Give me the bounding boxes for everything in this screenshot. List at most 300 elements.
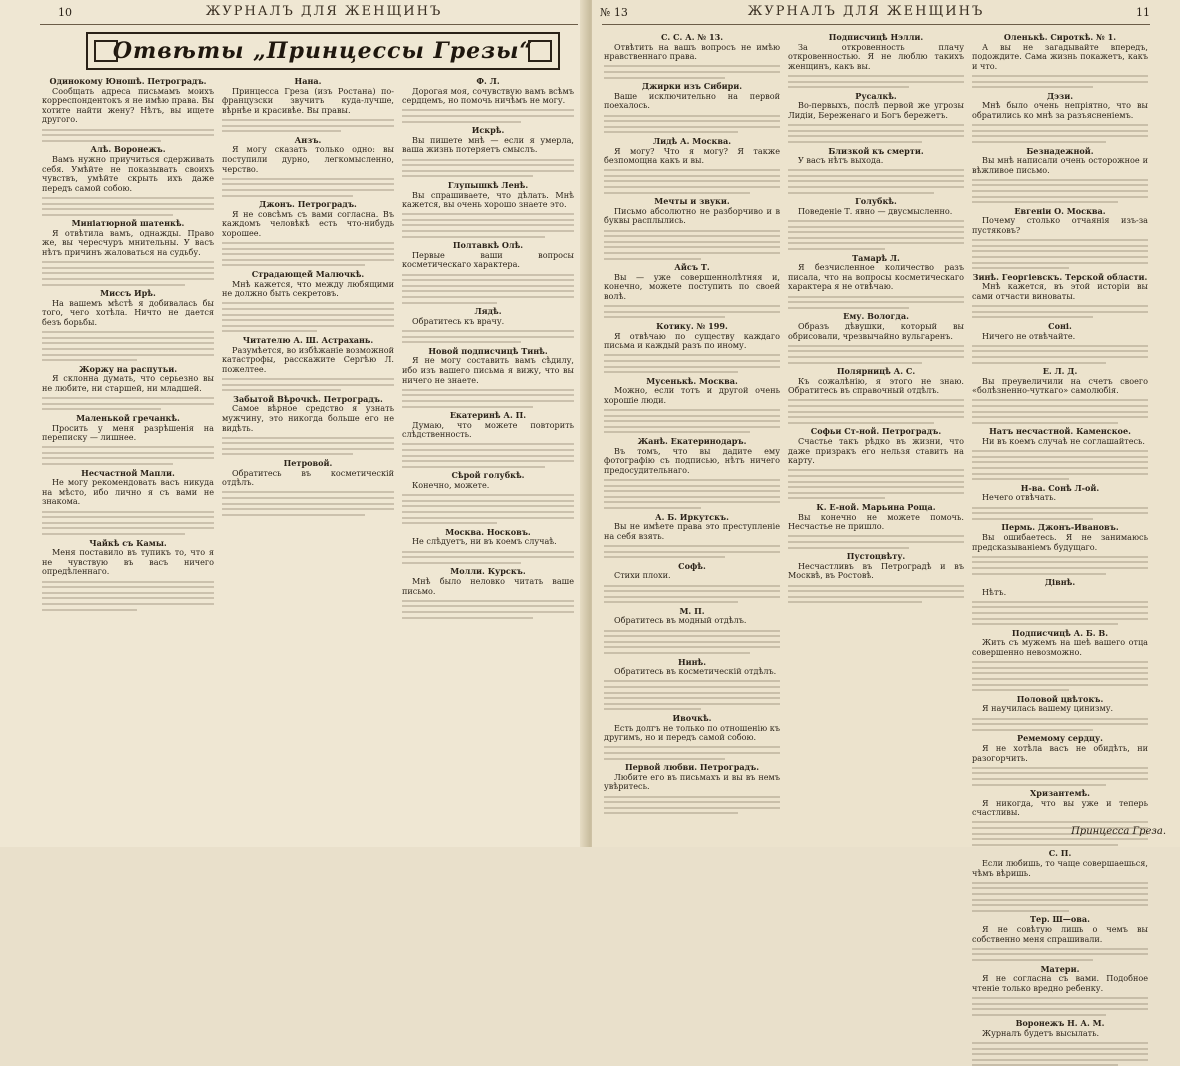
- text-line: [402, 109, 574, 111]
- text-line: [972, 135, 1148, 137]
- text-line: [402, 505, 574, 507]
- text-line: [222, 437, 394, 439]
- text-line: [42, 342, 214, 344]
- text-line: [42, 522, 214, 524]
- text-line: [402, 285, 574, 287]
- text-line: [972, 953, 1148, 955]
- text-line: [604, 703, 780, 705]
- reply-text: Мнѣ было неловко читать ваше письмо.: [402, 575, 574, 596]
- text-line: [972, 411, 1148, 413]
- text-line: [604, 258, 701, 260]
- text-line: [604, 131, 738, 133]
- text-line: [604, 556, 725, 558]
- reply-heading: Пермь. Джонъ-Ивановъ.: [1001, 522, 1119, 533]
- reply-text: Ни въ коемъ случаѣ не соглашайтесь.: [982, 436, 1146, 447]
- text-line: [402, 443, 574, 445]
- text-line: [604, 126, 780, 128]
- reply-text: А вы не загадывайте впередъ, подождите. Сама жизнь покажетъ, какъ и что.: [972, 41, 1148, 71]
- reply-heading: Миссъ Ирѣ.: [100, 288, 156, 299]
- text-line: [604, 758, 725, 760]
- reply-heading: Забытой Вѣрочкѣ. Петроградъ.: [233, 393, 383, 404]
- text-line: [402, 230, 574, 232]
- reply-heading: Мусенькѣ. Москва.: [646, 375, 738, 386]
- text-line: [604, 252, 780, 254]
- text-line: [42, 581, 214, 583]
- text-column-3: [402, 74, 574, 839]
- reply-text: Вы ошибаетесь. Я не занимаюсь предсказываніемъ будущаго.: [972, 531, 1148, 552]
- text-line: [972, 1014, 1106, 1016]
- text-line: [604, 801, 780, 803]
- reply-heading: А. Б. Иркутскъ.: [655, 511, 729, 522]
- text-line: [222, 378, 394, 380]
- page-number-left: 10: [58, 6, 72, 19]
- reply-heading: Екатеринѣ А. П.: [449, 410, 527, 421]
- text-line: [222, 189, 394, 191]
- text-line: [788, 356, 964, 358]
- text-line: [604, 686, 780, 688]
- text-line: [972, 689, 1069, 691]
- text-line: [972, 784, 1106, 786]
- text-line: [972, 416, 1148, 418]
- text-line: [42, 408, 161, 410]
- text-line: [604, 692, 780, 694]
- text-line: [604, 235, 780, 237]
- text-line: [788, 135, 964, 137]
- reply-text: Мнѣ кажется, въ этой исторіи вы сами отчасти виноваты.: [972, 281, 1148, 301]
- text-line: [604, 175, 780, 177]
- reply-heading: Нана.: [294, 76, 322, 86]
- text-line: [402, 224, 574, 226]
- text-line: [972, 821, 1148, 823]
- text-line: [604, 746, 780, 748]
- text-line: [604, 115, 780, 117]
- reply-heading: Полярницѣ А. С.: [836, 366, 916, 377]
- reply-text: Я могу? Что я могу? Я также безпомощна какъ и вы.: [604, 145, 780, 166]
- text-line: [788, 416, 964, 418]
- text-line: [788, 296, 964, 298]
- ornament-icon: [94, 40, 118, 62]
- right-page: [592, 0, 1180, 1038]
- reply-heading: Полтавкѣ Олѣ.: [452, 240, 524, 251]
- text-line: [604, 311, 780, 313]
- text-line: [222, 503, 394, 505]
- text-line: [402, 121, 521, 123]
- reply-text: Вы пишете мнѣ — если я умерла, ваша жизнь потеряетъ смыслъ.: [402, 134, 574, 155]
- text-line: [604, 680, 780, 682]
- text-line: [42, 516, 214, 518]
- reply-text: Обратитесь въ модный отдѣлъ.: [614, 615, 747, 626]
- reply-text: Поведеніе Т. явно — двусмысленно.: [798, 205, 953, 216]
- reply-heading: Евгеніи О. Москва.: [1014, 205, 1106, 216]
- text-line: [604, 796, 780, 798]
- reply-text: Письмо абсолютно не разборчиво и в буквы расплылись.: [604, 205, 780, 226]
- text-line: [604, 230, 780, 232]
- text-line: [42, 203, 214, 205]
- text-line: [972, 904, 1148, 906]
- reply-text: Мнѣ кажется, что между любящими не должно быть секретовъ.: [222, 278, 394, 299]
- text-line: [972, 399, 1148, 401]
- text-line: [402, 400, 574, 402]
- reply-heading: С. П.: [1048, 848, 1072, 859]
- reply-text: Отвѣтить на вашъ вопросъ не имѣю нравственнаго права.: [604, 41, 780, 62]
- text-line: [788, 175, 964, 177]
- text-line: [604, 708, 701, 710]
- reply-text: Я научилась вашему цинизму.: [982, 703, 1114, 714]
- reply-text: Нѣтъ.: [982, 586, 1007, 597]
- reply-text: Во-первыхъ, послѣ первой же угрозы Лидіи, Береженаго и Богъ бережетъ.: [788, 100, 964, 120]
- text-line: [604, 585, 780, 587]
- reply-text: Можно, если тотъ и другой очень хорошіе люди.: [604, 385, 780, 405]
- text-line: [788, 345, 964, 347]
- text-line: [972, 316, 1093, 318]
- text-line: [972, 612, 1148, 614]
- text-line: [42, 527, 214, 529]
- text-line: [788, 596, 964, 598]
- text-line: [972, 184, 1148, 186]
- reply-heading: К. Е-ной. Марьина Роща.: [816, 501, 936, 512]
- text-line: [604, 507, 701, 509]
- reply-text: Думаю, что можете повторить слѣдственность.: [402, 419, 574, 440]
- text-line: [222, 389, 341, 391]
- text-line: [972, 507, 1148, 509]
- reply-text: Обратитесь въ косметическій отдѣлъ.: [222, 467, 394, 488]
- text-column-2: [222, 74, 394, 839]
- text-line: [42, 272, 214, 274]
- text-line: [604, 420, 780, 422]
- text-line: [972, 1003, 1148, 1005]
- left-page: [0, 0, 588, 847]
- text-line: [788, 248, 885, 250]
- text-line: [402, 389, 574, 391]
- text-line: [604, 601, 738, 603]
- text-line: [972, 250, 1148, 252]
- text-line: [604, 65, 780, 67]
- signature: Принцесса Греза.: [1071, 826, 1166, 837]
- reply-heading: Ивочкѣ.: [672, 712, 712, 723]
- reply-text: Несчастливъ въ Петроградѣ и въ Москвѣ, въ Ростовѣ.: [788, 560, 964, 581]
- reply-heading: Жоржу на распутьи.: [78, 363, 178, 374]
- text-line: [42, 463, 173, 465]
- reply-text: Обратитесь въ косметическій отдѣлъ.: [614, 666, 777, 677]
- reply-text: Образъ дѣвушки, который вы обрисовали, чрезвычайно вульгаренъ.: [788, 320, 964, 341]
- text-line: [42, 261, 214, 263]
- reply-heading: Страдающей Малючкѣ.: [251, 269, 365, 280]
- text-line: [972, 684, 1148, 686]
- text-line: [788, 192, 934, 194]
- text-line: [972, 190, 1148, 192]
- text-column-1: [42, 74, 214, 839]
- reply-text: Стихи плохи.: [614, 570, 671, 581]
- text-line: [972, 718, 1148, 720]
- text-line: [222, 195, 353, 197]
- text-line: [972, 667, 1148, 669]
- text-line: [788, 475, 964, 477]
- reply-heading: Пустоцвѣту.: [846, 551, 906, 562]
- text-line: [402, 159, 574, 161]
- text-line: [222, 314, 394, 316]
- reply-heading: Близкой къ смерти.: [828, 145, 924, 156]
- text-line: [972, 141, 1106, 143]
- reply-text: Вамъ нужно приучиться сдерживать себя. Умѣйте не показывать своихъ чувствъ, умѣйте скрыть ихъ даже передъ самой собою.: [42, 153, 214, 193]
- reply-heading: Несчастной Мапли.: [81, 467, 175, 478]
- text-line: [972, 245, 1148, 247]
- text-line: [402, 522, 497, 524]
- reply-text: У васъ нѣтъ выхода.: [798, 155, 884, 166]
- reply-heading: Соні.: [1048, 320, 1072, 331]
- text-line: [788, 130, 964, 132]
- text-line: [788, 481, 964, 483]
- text-line: [604, 590, 780, 592]
- reply-text: Я не могу составить вамъ сѣдилу, ибо изъ вашего письма я вижу, что вы ничего не знаете.: [402, 355, 574, 385]
- text-line: [972, 239, 1148, 241]
- text-line: [788, 81, 964, 83]
- reply-text: Не могу рекомендовать васъ никуда на мѣсто, ибо лично я съ вами не знакома.: [42, 477, 214, 507]
- text-line: [972, 345, 1148, 347]
- text-line: [604, 305, 780, 307]
- text-line: [42, 397, 214, 399]
- text-line: [604, 120, 780, 122]
- text-line: [402, 466, 545, 468]
- text-line: [222, 178, 394, 180]
- text-line: [788, 124, 964, 126]
- text-line: [788, 180, 964, 182]
- text-line: [402, 341, 521, 343]
- text-line: [972, 478, 1069, 480]
- text-line: [42, 609, 137, 611]
- text-line: [788, 186, 964, 188]
- text-line: [972, 518, 1093, 520]
- text-line: [972, 450, 1148, 452]
- reply-text: Принцесса Греза (изъ Ростана) по-французски звучитъ куда-лучше, вѣрнѣе и красивѣе. Вы правы.: [222, 85, 394, 115]
- text-line: [972, 844, 1118, 846]
- text-line: [972, 899, 1148, 901]
- text-line: [402, 556, 574, 558]
- text-line: [604, 192, 750, 194]
- text-line: [604, 415, 780, 417]
- reply-text: Счастье такъ рѣдко въ жизни, что даже призракъ его нельзя ставить на карту.: [788, 436, 964, 466]
- text-line: [972, 959, 1093, 961]
- text-line: [222, 242, 394, 244]
- text-line: [972, 311, 1148, 313]
- reply-heading: Тамарѣ Л.: [852, 252, 900, 263]
- text-line: [42, 337, 214, 339]
- text-line: [788, 226, 964, 228]
- text-line: [604, 485, 780, 487]
- text-line: [42, 129, 214, 131]
- reply-heading: Джонъ. Петроградъ.: [259, 199, 357, 210]
- reply-heading: Молли. Курскъ.: [450, 566, 526, 577]
- text-line: [972, 1042, 1148, 1044]
- text-line: [788, 541, 964, 543]
- text-line: [788, 422, 934, 424]
- text-line: [604, 71, 780, 73]
- reply-heading: Жанѣ. Екатеринодаръ.: [637, 436, 747, 447]
- text-line: [42, 603, 214, 605]
- reply-heading: Алѣ. Воронежъ.: [90, 144, 166, 155]
- reply-heading: Лядѣ.: [474, 306, 502, 317]
- text-line: [604, 812, 738, 814]
- text-line: [972, 356, 1148, 358]
- text-line: [972, 305, 1148, 307]
- text-line: [972, 601, 1148, 603]
- reply-heading: Читателю А. Ш. Астрахань.: [242, 334, 374, 345]
- text-line: [42, 359, 137, 361]
- text-line: [604, 807, 780, 809]
- text-line: [788, 411, 964, 413]
- text-line: [222, 442, 394, 444]
- text-line: [972, 350, 1148, 352]
- text-line: [42, 446, 214, 448]
- text-line: [604, 186, 780, 188]
- reply-text: Въ томъ, что вы дадите ему фотографію съ подписью, нѣтъ ничего предосудительнаго.: [604, 445, 780, 475]
- text-line: [222, 319, 394, 321]
- ornament-icon: [528, 40, 552, 62]
- text-line: [604, 169, 780, 171]
- text-line: [788, 350, 964, 352]
- text-line: [222, 491, 394, 493]
- text-line: [402, 500, 574, 502]
- text-line: [42, 197, 214, 199]
- text-line: [972, 1053, 1148, 1055]
- reply-heading: Софѣ.: [678, 560, 706, 571]
- text-line: [42, 267, 214, 269]
- text-line: [972, 672, 1148, 674]
- text-line: [402, 170, 574, 172]
- reply-text: Есть долгъ не только по отношенію къ другимъ, но и передъ самой собою.: [604, 722, 780, 743]
- reply-text: Я не совѣтую лишь о чемъ вы собственно меня спрашивали.: [972, 923, 1148, 944]
- reply-heading: Маленькой гречанкѣ.: [76, 412, 180, 423]
- text-line: [42, 348, 214, 350]
- reply-text: За откровенность плачу откровенностью. Я не люблю такихъ женщинъ, какъ вы.: [788, 41, 964, 71]
- text-line: [222, 497, 394, 499]
- reply-heading: Натъ несчастной. Каменское.: [989, 426, 1131, 437]
- text-line: [402, 219, 574, 221]
- text-line: [788, 535, 964, 537]
- text-line: [972, 561, 1148, 563]
- reply-heading: Подписчицѣ А. Б. В.: [1011, 627, 1109, 638]
- text-line: [402, 236, 545, 238]
- reply-text: Вы преувеличили на счетъ своего «болѣзненно-чуткаго» самолюбія.: [972, 375, 1148, 396]
- text-line: [604, 501, 780, 503]
- text-line: [788, 86, 909, 88]
- reply-text: Я отвѣтила вамъ, однажды. Право же, вы чересчуръ мнительны. У васъ нѣтъ причинъ жаловаться на судьбу.: [42, 227, 214, 258]
- text-line: [972, 124, 1148, 126]
- text-line: [972, 661, 1148, 663]
- reply-heading: Ф. Л.: [476, 76, 500, 86]
- text-line: [42, 214, 173, 216]
- reply-text: Ничего не отвѣчайте.: [982, 330, 1076, 341]
- reply-heading: Дівнѣ.: [1044, 577, 1076, 588]
- text-line: [402, 164, 574, 166]
- text-line: [402, 460, 574, 462]
- text-line: [972, 893, 1148, 895]
- text-line: [972, 473, 1148, 475]
- text-line: [222, 253, 394, 255]
- text-line: [972, 948, 1148, 950]
- text-line: [788, 497, 885, 499]
- text-line: [972, 887, 1148, 889]
- text-line: [604, 371, 738, 373]
- text-line: [402, 517, 574, 519]
- reply-heading: Ремемому сердцу.: [1017, 733, 1103, 744]
- text-line: [604, 246, 780, 248]
- reply-text: Обратитесь къ врачу.: [412, 315, 505, 326]
- reply-text: Сообщать адреса письмамъ моихъ корреспондентокъ я не имѣю права. Вы хотите найти жену? Нѣтъ, вы ищете другого.: [42, 85, 214, 125]
- text-line: [402, 511, 574, 513]
- text-line: [788, 601, 922, 603]
- text-line: [972, 467, 1148, 469]
- reply-heading: Петровой.: [283, 458, 333, 469]
- text-line: [222, 130, 341, 132]
- reply-heading: Софьи Ст-ной. Петроградъ.: [810, 426, 942, 437]
- reply-text: Я не совсѣмъ съ вами согласна. Въ каждомъ человѣкѣ есть что-нибудь хорошее.: [222, 208, 394, 238]
- text-line: [222, 384, 394, 386]
- text-line: [788, 242, 964, 244]
- text-line: [402, 394, 574, 396]
- text-line: [402, 296, 574, 298]
- reply-text: Вы мнѣ написали очень осторожное и вѣжливое письмо.: [972, 155, 1148, 175]
- reply-text: Конечно, можете.: [412, 480, 490, 491]
- reply-text: Если любишь, то чаще совершаешься, чѣмъ вѣришь.: [972, 858, 1148, 878]
- text-line: [972, 882, 1148, 884]
- text-line: [402, 274, 574, 276]
- text-line: [972, 1008, 1148, 1010]
- text-line: [788, 492, 964, 494]
- reply-heading: Нинѣ.: [677, 656, 707, 667]
- reply-heading: Чайкѣ съ Камы.: [89, 537, 167, 548]
- reply-heading: Русалкѣ.: [855, 90, 897, 101]
- reply-heading: Первой любви. Петроградъ.: [624, 762, 760, 773]
- reply-text: Нечего отвѣчать.: [982, 492, 1057, 503]
- text-line: [972, 623, 1118, 625]
- reply-heading: Дэзи.: [1046, 90, 1074, 101]
- text-line: [788, 141, 922, 143]
- text-line: [402, 279, 574, 281]
- text-line: [972, 573, 1106, 575]
- reply-heading: Оленькѣ. Сироткѣ. № 1.: [1003, 32, 1117, 42]
- reply-heading: Искрѣ.: [471, 125, 505, 136]
- text-line: [222, 448, 394, 450]
- text-line: [604, 652, 750, 654]
- reply-heading: Голубкѣ.: [855, 196, 897, 207]
- text-line: [788, 590, 964, 592]
- reply-text: Къ сожалѣнію, я этого не знаю. Обратитесь въ справочный отдѣлъ.: [788, 375, 964, 396]
- reply-heading: Хризантемѣ.: [1030, 788, 1090, 799]
- text-line: [42, 592, 214, 594]
- text-line: [972, 405, 1148, 407]
- text-line: [222, 514, 365, 516]
- running-head-right: ЖУРНАЛЪ ДЛЯ ЖЕНЩИНЪ: [747, 4, 985, 19]
- reply-heading: Зинѣ. Георгіевскъ. Терской области.: [972, 271, 1148, 282]
- reply-text: Я склонна думать, что серьезно вы не любите, ни старшей, ни младшей.: [42, 373, 214, 393]
- reply-text: Я безчисленное количество разъ писала, что на вопросы косметическаго характера я не отвѣчаю.: [788, 262, 964, 292]
- text-line: [972, 512, 1148, 514]
- text-line: [42, 597, 214, 599]
- reply-text: Я отвѣчаю по существу каждаго письма и каждый разъ по иному.: [604, 330, 780, 351]
- issue-number: № 13: [600, 6, 628, 19]
- text-line: [972, 461, 1148, 463]
- text-line: [222, 508, 394, 510]
- text-line: [972, 618, 1148, 620]
- reply-text: Разумѣется, во избѣжаніе возможной катастрофы, расскажите Сергѣю Л. пожелтее.: [222, 344, 394, 374]
- reply-heading: Котику. № 199.: [656, 320, 728, 331]
- text-line: [972, 86, 1093, 88]
- text-line: [222, 248, 394, 250]
- reply-heading: Н-ва. Сонѣ Л-ой.: [1020, 482, 1100, 493]
- text-line: [42, 134, 214, 136]
- reply-heading: Подписчицѣ Нэлли.: [828, 32, 924, 42]
- text-line: [972, 81, 1148, 83]
